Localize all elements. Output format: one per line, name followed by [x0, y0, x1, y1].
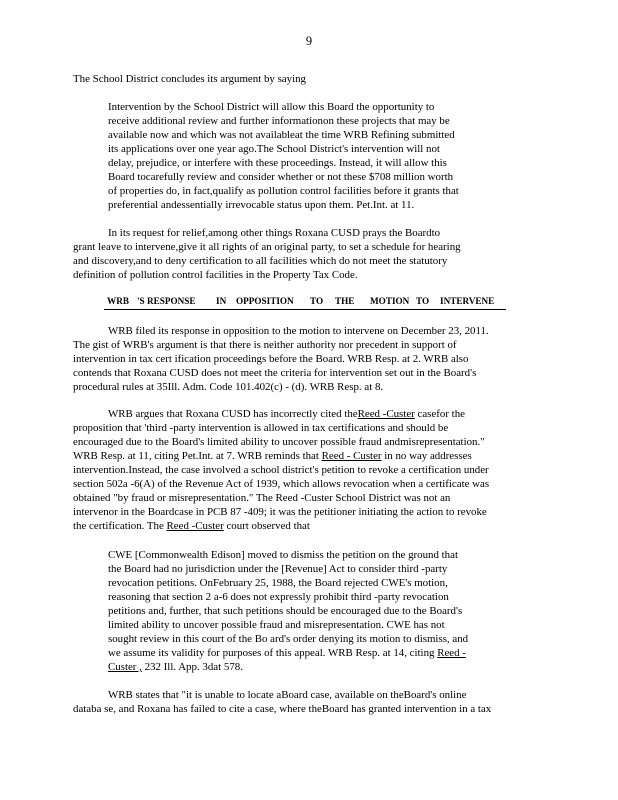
- quote-line: of properties do, in fact,qualify as pollution control facilities before it grants that: [108, 185, 459, 197]
- heading-word: OPPOSITION: [236, 296, 294, 306]
- paragraph-line: intervention in tax cert ification proceedings before the Board. WRB Resp. at 2. WRB also: [73, 353, 469, 365]
- paragraph-line: definition of pollution control facilities in the Property Tax Code.: [73, 269, 358, 281]
- paragraph-line: encouraged due to the Board's limited ability to uncover possible fraud andmisrepresentation.": [73, 436, 485, 448]
- intro-line: The School District concludes its argument by saying: [73, 73, 306, 85]
- case-citation-link[interactable]: Reed -: [437, 647, 466, 659]
- paragraph-line: grant leave to intervene,give it all rights of an original party, to set a schedule for hearing: [73, 241, 461, 253]
- quote-line: revocation petitions. OnFebruary 25, 1988, the Board rejected CWE's motion,: [108, 577, 448, 589]
- paragraph-line: [108, 408, 465, 421]
- quote-line: its applications over one year ago.The School District's intervention will not: [108, 143, 440, 155]
- text-run: 232 Ill. App. 3dat 578.: [141, 661, 243, 673]
- heading-word: IN: [216, 296, 227, 306]
- paragraph-line: section 502a -6(A) of the Revenue Act of 1939, which allows revocation when a certificate was: [73, 478, 490, 490]
- quote-line: the Board had no jurisdiction under the [Revenue] Act to consider third -party: [108, 563, 448, 575]
- quote-line: CWE [Commonwealth Edison] moved to dismiss the petition on the ground that: [108, 549, 458, 561]
- case-citation-link[interactable]: Reed -Custer: [357, 408, 415, 420]
- heading-word: WRB: [107, 296, 129, 306]
- quote-line: receive additional review and further informationon these projects that may be: [108, 115, 450, 127]
- quote-line: petitions and, further, that such petitions should be encouraged due to the Board's: [108, 605, 463, 617]
- case-citation-link[interactable]: Reed - Custer: [321, 450, 382, 462]
- quote-line: limited ability to uncover possible fraud and misrepresentation. CWE has not: [108, 619, 445, 631]
- paragraph-line: proposition that 'third -party intervention is allowed in tax certifications and should be: [73, 422, 449, 434]
- quote-line: Intervention by the School District will allow this Board the opportunity to: [108, 101, 435, 113]
- text-run: court observed that: [223, 520, 310, 532]
- section-heading: [104, 296, 506, 310]
- paragraph-line: obtained "by fraud or misrepresentation." The Reed -Custer School District was not an: [73, 492, 451, 504]
- paragraph-line: procedural rules at 35Ill. Adm. Code 101.402(c) - (d). WRB Resp. at 8.: [73, 381, 384, 393]
- paragraph-line: The gist of WRB's argument is that there is neither authority nor precedent in support of: [73, 339, 457, 351]
- quote-line: [108, 661, 243, 674]
- paragraph-line: intervention.Instead, the case involved a school district's petition to revoke a certification under: [73, 464, 489, 476]
- paragraph-line: WRB states that "it is unable to locate aBoard case, available on theBoard's online: [108, 689, 467, 701]
- quote-line: [108, 647, 466, 660]
- paragraph-line: [73, 450, 472, 463]
- quote-line: sought review in this court of the Bo ard's order denying its motion to dismiss, and: [108, 633, 469, 645]
- text-run: in no way addresses: [381, 450, 472, 462]
- heading-word: MOTION: [370, 296, 410, 306]
- text-run: we assume its validity for purposes of this appeal. WRB Resp. at 14, citing: [108, 647, 438, 659]
- heading-word: TO: [310, 296, 324, 306]
- case-citation-link[interactable]: Reed -Custer: [166, 520, 224, 532]
- text-run: WRB Resp. at 11, citing Pet.Int. at 7. WRB reminds that: [73, 450, 322, 462]
- heading-word: THE: [335, 296, 355, 306]
- quote-line: reasoning that section 2 a-6 does not expressly prohibit third -party revocation: [108, 591, 449, 603]
- quote-line: Board tocarefully review and consider whether or not these $708 million worth: [108, 171, 454, 183]
- paragraph-line: databa se, and Roxana has failed to cite a case, where theBoard has granted intervention in a tax: [73, 703, 492, 715]
- heading-word: 'S RESPONSE: [137, 296, 196, 306]
- paragraph-line: In its request for relief,among other things Roxana CUSD prays the Boardto: [108, 227, 441, 239]
- text-run: casefor the: [414, 408, 465, 420]
- page-number: 9: [305, 34, 313, 48]
- text-run: WRB argues that Roxana CUSD has incorrectly cited the: [108, 408, 358, 420]
- case-citation-link[interactable]: Custer ,: [108, 661, 142, 673]
- paragraph-line: contends that Roxana CUSD does not meet the criteria for intervention set out in the Board's: [73, 367, 477, 379]
- heading-word: INTERVENE: [440, 296, 495, 306]
- quote-line: preferential andessentially irrevocable status upon them. Pet.Int. at 11.: [108, 199, 415, 211]
- quote-line: delay, prejudice, or interfere with these proceedings. Instead, it will allow this: [108, 157, 447, 169]
- quote-line: available now and which was not availableat the time WRB Refining submitted: [108, 129, 455, 141]
- paragraph-line: and discovery,and to deny certification to all facilities which do not meet the statutory: [73, 255, 448, 267]
- heading-word: TO: [416, 296, 430, 306]
- text-run: the certification. The: [73, 520, 167, 532]
- paragraph-line: WRB filed its response in opposition to the motion to intervene on December 23, 2011.: [108, 325, 489, 337]
- paragraph-line: [73, 520, 310, 533]
- paragraph-line: intervenor in the Boardcase in PCB 87 -409; it was the petitioner initiating the action to revoke: [73, 506, 487, 518]
